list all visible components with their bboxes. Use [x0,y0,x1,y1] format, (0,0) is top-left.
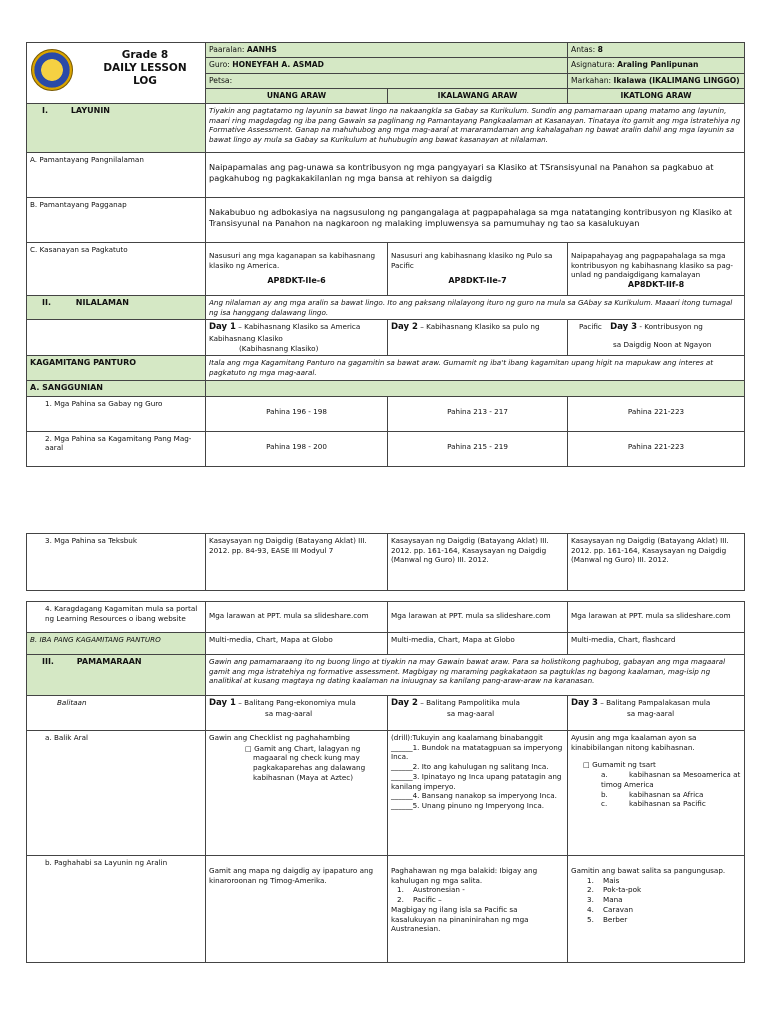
kagamitan-day3: Pahina 221-223 [568,431,745,466]
asignatura-cell: Asignatura: Araling Panlipunan [568,58,745,73]
nilalaman-text: Ang nilalaman ay ang mga aralin sa bawat lingo. Ito ang paksang nilalayong ituro ng guro na mula sa GAbay sa Kurikulum. Maaari itong tumagal ng isa hanggang dalawang lingo. [206,296,745,320]
pamamaraan-label-cell: III. PAMAMARAAN [27,655,206,696]
kagamitan-day2: Pahina 215 - 219 [388,431,568,466]
school-seal-icon [31,49,73,91]
drill-item: ______4. Bansang nanakop sa imperyong Inca. [391,791,557,801]
balitaan-day2: Day 2 – Balitang Pampolitika mula sa mag-aaral [388,696,568,731]
gabay-day1: Pahina 196 - 198 [206,396,388,431]
karagdagan-day2: Mga larawan at PPT. mula sa slideshare.com [388,602,568,633]
balik-aral-day1: Gawin ang Checklist ng paghahambing □ Gamit ang Chart, lalagyan ng magaaral ng check kung may pagkakaparehas ang dalawang kabihasnan (Maya at Aztec) [206,731,388,856]
nilalaman-blank [27,320,206,356]
nilalaman-label: NILALAMAN [75,298,129,307]
dll-title-2: LOG [133,75,157,88]
kagamitan-text: Itala ang mga Kagamitang Panturo na gagamitin sa bawat araw. Gumamit ng iba't ibang kagamitan upang higit na mapukaw ang interes at pagkatuto ng mga mag-aaral. [206,356,745,380]
teksbuk-day1: Kasaysayan ng Daigdig (Batayang Aklat) III. 2012. pp. 84-93, EASE III Modyul 7 [206,534,388,591]
karagdagan-label: 4. Karagdagang Kagamitan mula sa portal ng Learning Resources o ibang website [27,602,206,633]
code-day1: AP8DKT-IIe-6 [267,276,326,286]
sanggunian-blank [206,380,745,396]
teksbuk-day3: Kasaysayan ng Daigdig (Batayang Aklat) III. 2012. pp. 161-164, Kasaysayan ng Daigdig (Manwal ng Guro) III. 2012. [568,534,745,591]
teksbuk-day2: Kasaysayan ng Daigdig (Batayang Aklat) III. 2012. pp. 161-164, Kasaysayan ng Daigdig (Manwal ng Guro) III. 2012. [388,534,568,591]
day3-header: IKATLONG ARAW [568,88,745,103]
balik-aral-label: a. Balik Aral [27,731,206,856]
paghahabi-label: b. Paghahabi sa Layunin ng Aralin [27,856,206,963]
pagganap-text: Nakabubuo ng adbokasiya na nagsusulong ng pangangalaga at pagpapahalaga sa mga natatanging kontribusyon ng Klasiko at Transisyunal na Panahon na nagkaroon ng malaking impluwensya sa pamumuhay ng tao sa kasalukuyan [206,198,745,243]
kasanayan-label: C. Kasanayan sa Pagkatuto [27,243,206,296]
paaralan-cell: Paaralan: AANHS [206,43,568,58]
nilalaman-day3: Pacific Day 3 - Kontribusyon ng sa Daigdig Noon at Ngayon [568,320,745,356]
grade-label: Grade 8 [121,49,169,61]
pangnilalaman-text: Naipapamalas ang pag-unawa sa kontribusyon ng mga pangyayari sa Klasiko at TSransisyunal na Panahon sa pagkabuo at pagkahubog ng pagkakakilanlan ng mga bansa at rehiyon sa daigdig [206,153,745,198]
drill-item: ______2. Ito ang kahulugan ng salitang Inca. [391,762,549,772]
paghahabi-day2: Paghahawan ng mga balakid: Ibigay ang kahulugan ng mga salita. 1. Austronesian - 2. Pacific – Magbigay ng ilang isla sa Pacific sa kasalukuyan na pinaninirahan ng mga Austranesian. [388,856,568,963]
iba-label: B. IBA PANG KAGAMITANG PANTURO [27,633,206,655]
gabay-day3: Pahina 221-223 [568,396,745,431]
pamamaraan-label: PAMAMARAAN [76,657,142,666]
pamamaraan-text: Gawin ang pamamaraang ito ng buong lingo at tiyakin na may Gawain bawat araw. Para sa holistikong paghubog, gabayan ang mga magaaral gamit ang mga istratehiya ng formative assessment. Magbigay ng maraming pagkakataon sa pagtuklas ng bagong kaalaman, mag-isip ng analitikal at kusang magtaya ng dating kaalaman na iniuugnay sa kanilang pang-araw-araw na karanasan. [206,655,745,696]
kagamitan-pahina-label: 2. Mga Pahina sa Kagamitang Pang Mag-aaral [27,431,206,466]
guro-value: HONEYFAH A. ASMAD [232,60,324,70]
iba-day2: Multi-media, Chart, Mapa at Globo [388,633,568,655]
kagamitan-label: KAGAMITANG PANTURO [27,356,206,380]
drill-item: ______1. Bundok na matatagpuan sa imperyong Inca. [391,742,563,762]
iba-day1: Multi-media, Chart, Mapa at Globo [206,633,388,655]
teksbuk-label: 3. Mga Pahina sa Teksbuk [27,534,206,591]
kasanayan-day2: Nasusuri ang kabihasnang klasiko ng Pulo sa Pacific AP8DKT-IIe-7 [388,243,568,296]
nilalaman-day1: Day 1 – Kabihasnang Klasiko sa America Kabihasnang Klasiko (Kabihasnang Klasiko) [206,320,388,356]
markahan-value: Ikalawa [613,75,647,85]
gabay-day2: Pahina 213 - 217 [388,396,568,431]
balitaan-label: Balitaan [27,696,206,731]
pagganap-label: B. Pamantayang Pagganap [27,198,206,243]
paghahabi-day3: Gamitin ang bawat salita sa pangungusap. 1. Mais 2. Pok-ta-pok 3. Mana 4. Caravan 5. Berber [568,856,745,963]
dll-table-teksbuk [26,533,745,591]
antas-value: 8 [597,45,603,54]
code-day2: AP8DKT-IIe-7 [448,276,507,286]
kagamitan-day1: Pahina 198 - 200 [206,431,388,466]
dll-table-top [26,42,745,467]
paghahabi-day1: Gamit ang mapa ng daigdig ay ipapaturo ang kinaroroonan ng Timog-Amerika. [206,856,388,963]
guro-cell: Guro: HONEYFAH A. ASMAD [206,58,568,73]
kasanayan-day3: Naipapahayag ang pagpapahalaga sa mga kontribusyon ng kabihasnang klasiko sa pag-unlad ng pandaigdigang kamalayan AP8DKT-IIf-8 [568,243,745,296]
antas-cell: Antas: 8 [568,43,745,58]
sanggunian-label: A. SANGGUNIAN [27,380,206,396]
markahan-cell: Markahan: Ikalawa (IKALIMANG LINGGO) [568,73,745,88]
paaralan-value: AANHS [246,45,277,54]
balitaan-day3: Day 3 – Balitang Pampalakasan mula sa mag-aaral [568,696,745,731]
layunin-text: Tiyakin ang pagtatamo ng layunin sa bawat lingo na nakaangkla sa Gabay sa Kurikulum. Sundin ang pamamaraan upang matamo ang layunin, maari ring magdagdag ng iba pang Gawain sa paglinang ng Pamantayang Pangkaalaman at Kasanayan. Tinataya ito gamit ang mga istratehiya ng Formative Assessment. Ganap na mahuhubog ang mga mag-aaral at mararamdaman ang kahalagahan ng bawat aralin dahil ang mga layunin sa bawat lingo ay mula sa Gabay sa Kurikulum at huhubugin ang bawat kasanayan at nilalaman. [206,104,745,153]
linggo-value: (IKALIMANG LINGGO) [648,75,740,85]
balik-aral-day3: Ayusin ang mga kaalaman ayon sa kinabibilangan nitong kabihasnan. □ Gumamit ng tsart a. kabihasnan sa Mesoamerica at timog America b. kabihasnan sa Africa c. kabihasnan sa Pacific [568,731,745,856]
iba-day3: Multi-media, Chart, flashcard [568,633,745,655]
nilalaman-day2: Day 2 – Kabihasnang Klasiko sa pulo ng [388,320,568,356]
checkbox-icon: □ [583,760,590,770]
drill-item: ______3. Ipinatayo ng Inca upang patatagin ang kanilang imperyo. [391,771,562,791]
header-title-cell [27,43,206,104]
petsa-cell: Petsa: [206,73,568,88]
code-day3: AP8DKT-IIf-8 [627,280,685,290]
pangnilalaman-label: A. Pamantayang Pangnilalaman [27,153,206,198]
layunin-label-cell: I. LAYUNIN [27,104,206,153]
balitaan-day1: Day 1 – Balitang Pang-ekonomiya mula sa mag-aaral [206,696,388,731]
nilalaman-label-cell: II. NILALAMAN [27,296,206,320]
asignatura-value: Araling Panlipunan [617,60,699,70]
dll-title-1: DAILY LESSON [103,62,187,75]
karagdagan-day3: Mga larawan at PPT. mula sa slideshare.com [568,602,745,633]
checkbox-icon: □ [245,743,252,753]
layunin-label: LAYUNIN [70,106,110,115]
gabay-label: 1. Mga Pahina sa Gabay ng Guro [27,396,206,431]
karagdagan-day1: Mga larawan at PPT. mula sa slideshare.com [206,602,388,633]
kasanayan-day1: Nasusuri ang mga kaganapan sa kabihasnang klasiko ng America. AP8DKT-IIe-6 [206,243,388,296]
day1-header: UNANG ARAW [206,88,388,103]
dll-table-bottom [26,601,745,963]
balik-aral-day2: (drill):Tukuyin ang kaalamang binabanggit ______1. Bundok na matatagpuan sa imperyong Inca. ______2. Ito ang kahulugan ng salitang Inca. ______3. Ipinatayo ng Inca upang patatagin ang kanilang imperyo. ______4. Bansang nanakop sa imperyong Inca. ______5. Unang pinuno ng Imperyong Inca. [388,731,568,856]
drill-item: ______5. Unang pinuno ng Imperyong Inca. [391,801,545,811]
day2-header: IKALAWANG ARAW [388,88,568,103]
